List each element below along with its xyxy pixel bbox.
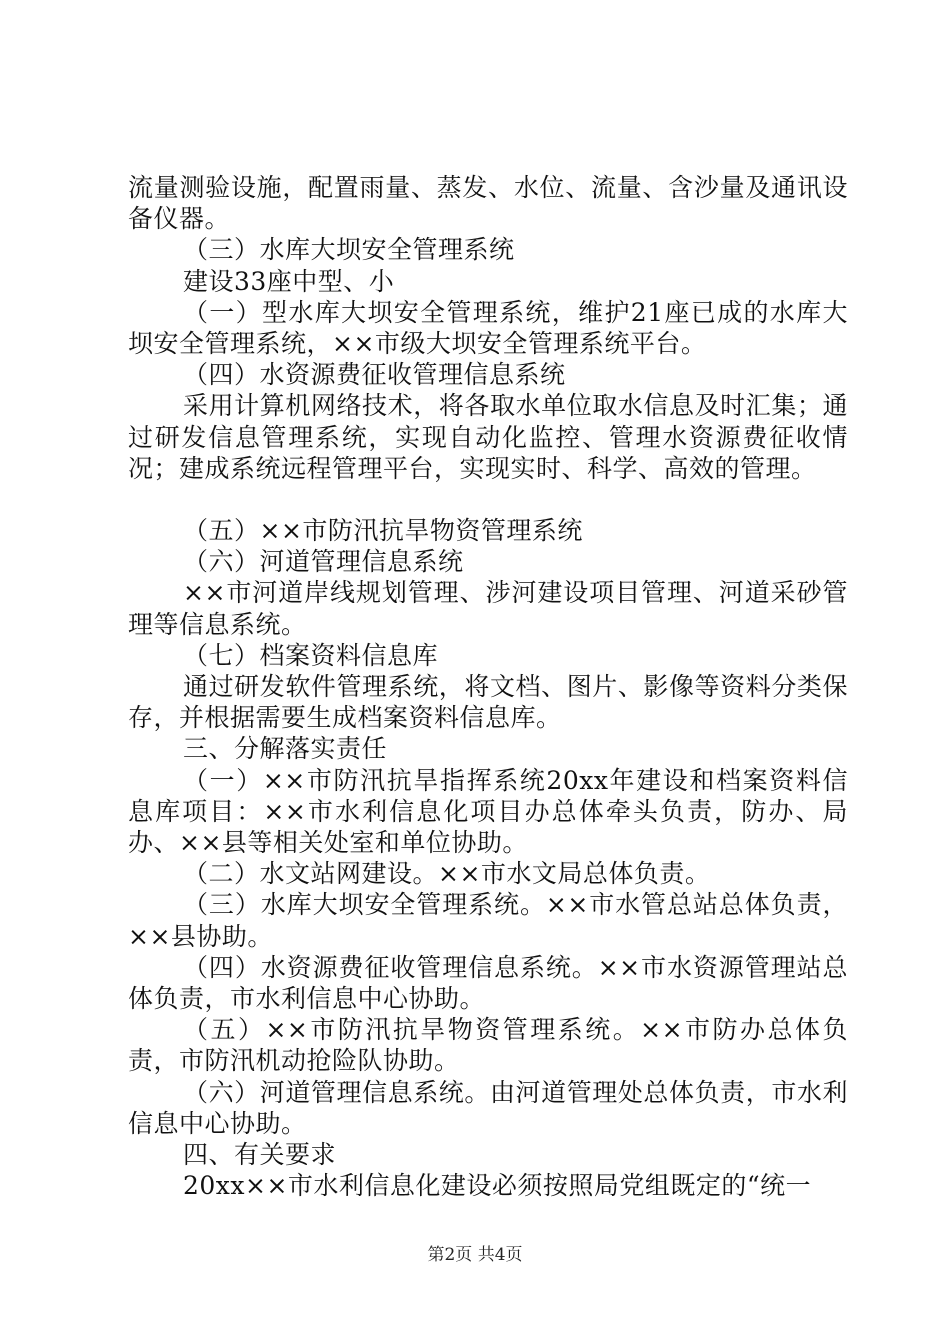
paragraph: 流量测验设施，配置雨量、蒸发、水位、流量、含沙量及通讯设备仪器。 bbox=[128, 173, 848, 234]
paragraph-gap bbox=[128, 484, 848, 515]
section-heading: 四、有关要求 bbox=[183, 1140, 337, 1170]
paragraph: （一）型水库大坝安全管理系统，维护21座已成的水库大坝安全管理系统，××市级大坝安全管理系统平台。 bbox=[128, 297, 848, 359]
document-body bbox=[128, 172, 848, 1202]
paragraph: （四）水资源费征收管理信息系统。××市水资源管理站总体负责，市水利信息中心协助。 bbox=[128, 952, 848, 1014]
paragraph: 采用计算机网络技术，将各取水单位取水信息及时汇集；通过研发信息管理系统，实现自动化监控、管理水资源费征收情况；建成系统远程管理平台，实现实时、科学、高效的管理。 bbox=[128, 391, 848, 483]
section-heading: （五）××市防汛抗旱物资管理系统 bbox=[183, 516, 583, 546]
paragraph: 20xx××市水利信息化建设必须按照局党组既定的“统一 bbox=[183, 1171, 812, 1201]
page-footer bbox=[0, 1244, 950, 1266]
paragraph: ××市河道岸线规划管理、涉河建设项目管理、河道采砂管理等信息系统。 bbox=[128, 578, 848, 639]
section-heading: （三）水库大坝安全管理系统 bbox=[183, 235, 515, 265]
section-heading: （四）水资源费征收管理信息系统 bbox=[183, 360, 566, 390]
paragraph: （五）××市防汛抗旱物资管理系统。××市防办总体负责，市防汛机动抢险队协助。 bbox=[128, 1015, 848, 1076]
paragraph: （二）水文站网建设。××市水文局总体负责。 bbox=[183, 859, 711, 889]
paragraph: 通过研发软件管理系统，将文档、图片、影像等资料分类保存，并根据需要生成档案资料信息库。 bbox=[128, 672, 848, 733]
section-heading: （七）档案资料信息库 bbox=[183, 640, 439, 670]
paragraph: （一）××市防汛抗旱指挥系统20xx年建设和档案资料信息库项目：××市水利信息化项目办总体牵头负责，防办、局办、××县等相关处室和单位协助。 bbox=[128, 765, 848, 858]
paragraph: 建设33座中型、小 bbox=[183, 266, 395, 296]
paragraph: （六）河道管理信息系统。由河道管理处总体负责，市水利信息中心协助。 bbox=[128, 1077, 848, 1138]
paragraph: （三）水库大坝安全管理系统。××市水管总站总体负责，××县协助。 bbox=[128, 890, 848, 951]
page-number-label: 第2页 共4页 bbox=[427, 1245, 523, 1265]
section-heading: 三、分解落实责任 bbox=[183, 734, 388, 764]
section-heading: （六）河道管理信息系统 bbox=[183, 547, 464, 577]
